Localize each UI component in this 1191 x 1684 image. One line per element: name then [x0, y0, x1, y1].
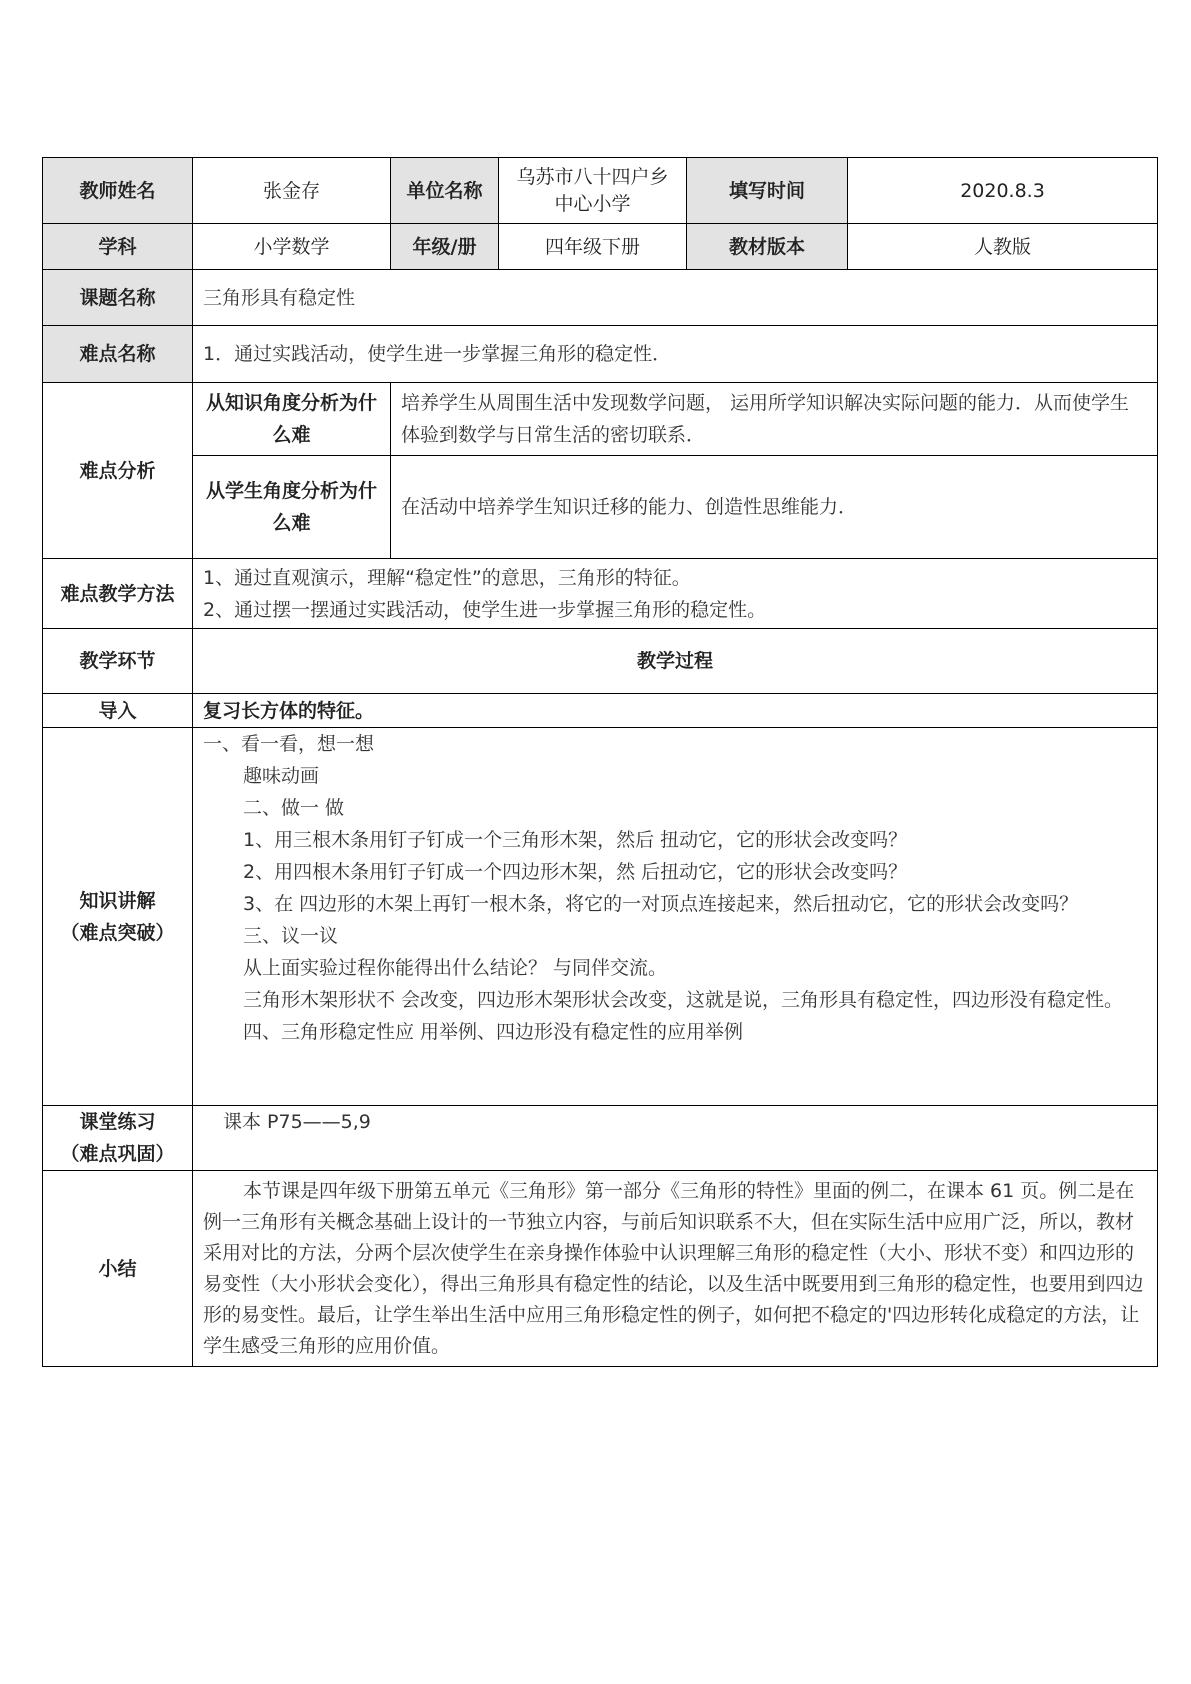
explain-label-line-1: 知识讲解: [79, 889, 156, 912]
summary-value: 本节课是四年级下册第五单元《三角形》第一部分《三角形的特性》里面的例二，在课本 61 页。例二是在例一三角形有关概念基础上设计的一节独立内容，与前后知识联系不大，但在实际生活中应用广泛，所以，教材采用对比的方法，分两个层次使学生在亲身操作体验中认识理解三角形的稳定性（大小、形状不变）和四边形的易变性（大小形状会变化），得出三角形具有稳定性的结论，以及生活中既要用到三角形的稳定性，也要用到四边形的易变性。最后，让学生举出生活中应用三角形稳定性的例子，如何把不稳定的'四边形转化成稳定的方法，让学生感受三角形的应用价值。: [193, 1171, 1158, 1367]
unit-value: 乌苏市八十四户乡中心小学: [499, 158, 687, 224]
subject-value: 小学数学: [193, 224, 391, 270]
edition-value: 人教版: [848, 224, 1158, 270]
student-label: 从学生角度分析为什么难: [193, 456, 391, 559]
explain-line-7: 三、议一议: [243, 925, 339, 947]
method-row: [43, 559, 1158, 629]
header-row-2: [43, 224, 1158, 270]
explain-line-9: 三角形木架形状不 会改变，四边形木架形状会改变，这就是说，三角形具有稳定性，四边形没有稳定性。: [243, 989, 1124, 1011]
edition-label: 教材版本: [687, 224, 848, 270]
explain-line-6: 3、在 四边形的木架上再钉一根木条，将它的一对顶点连接起来，然后扭动它，它的形状会改变吗？: [243, 893, 1079, 915]
method-line-2: 2、通过摆一摆通过实践活动，使学生进一步掌握三角形的稳定性。: [203, 598, 767, 621]
intro-value: 复习长方体的特征。: [193, 694, 1158, 728]
topic-row: [43, 270, 1158, 326]
summary-row: [43, 1171, 1158, 1367]
process-label: 教学环节: [43, 629, 193, 694]
lesson-plan-table: [42, 157, 1158, 1367]
explain-line-2: 趣味动画: [243, 765, 320, 787]
method-label: 难点教学方法: [43, 559, 193, 629]
date-label: 填写时间: [687, 158, 848, 224]
practice-row: [43, 1106, 1158, 1171]
unit-label: 单位名称: [391, 158, 499, 224]
explain-line-3: 二、做一 做: [243, 797, 345, 819]
method-content: [193, 559, 1158, 629]
process-header-row: [43, 629, 1158, 694]
difficulty-value: 1．通过实践活动，使学生进一步掌握三角形的稳定性．: [193, 326, 1158, 383]
student-value: 在活动中培养学生知识迁移的能力、创造性思维能力．: [391, 456, 1158, 559]
explain-line-1: 一、看一看，想一想: [203, 733, 375, 755]
practice-label-line-2: （难点巩固）: [60, 1143, 175, 1165]
explain-content: [193, 728, 1158, 1106]
difficulty-label: 难点名称: [43, 326, 193, 383]
difficulty-row: [43, 326, 1158, 383]
explain-label-line-2: （难点突破）: [60, 921, 175, 944]
analysis-row-student: [43, 456, 1158, 559]
explain-line-5: 2、用四根木条用钉子钉成一个四边形木架，然 后扭动它，它的形状会改变吗？: [243, 861, 908, 883]
explain-label: [43, 728, 193, 1106]
teacher-value: 张金存: [193, 158, 391, 224]
teacher-label: 教师姓名: [43, 158, 193, 224]
process-title: 教学过程: [193, 629, 1158, 694]
practice-label-line-1: 课堂练习: [79, 1111, 156, 1133]
knowledge-label: 从知识角度分析为什么难: [193, 383, 391, 456]
header-row-1: [43, 158, 1158, 224]
explain-row: [43, 728, 1158, 1106]
topic-value: 三角形具有稳定性: [193, 270, 1158, 326]
practice-value: 课本 P75——5,9: [193, 1106, 1158, 1171]
method-line-1: 1、通过直观演示，理解“稳定性”的意思，三角形的特征。: [203, 566, 691, 589]
explain-line-10: 四、三角形稳定性应 用举例、四边形没有稳定性的应用举例: [243, 1021, 744, 1043]
topic-label: 课题名称: [43, 270, 193, 326]
grade-label: 年级/册: [391, 224, 499, 270]
subject-label: 学科: [43, 224, 193, 270]
practice-label: [43, 1106, 193, 1171]
explain-line-4: 1、用三根木条用钉子钉成一个三角形木架，然后 扭动它，它的形状会改变吗？: [243, 829, 908, 851]
summary-label: 小结: [43, 1171, 193, 1367]
intro-row: [43, 694, 1158, 728]
date-value: 2020.8.3: [848, 158, 1158, 224]
explain-line-8: 从上面实验过程你能得出什么结论？ 与同伴交流。: [243, 957, 668, 979]
analysis-label: 难点分析: [43, 383, 193, 559]
analysis-row-knowledge: [43, 383, 1158, 456]
intro-label: 导入: [43, 694, 193, 728]
grade-value: 四年级下册: [499, 224, 687, 270]
knowledge-value: 培养学生从周围生活中发现数学问题， 运用所学知识解决实际问题的能力．从而使学生体验到数学与日常生活的密切联系．: [391, 383, 1158, 456]
